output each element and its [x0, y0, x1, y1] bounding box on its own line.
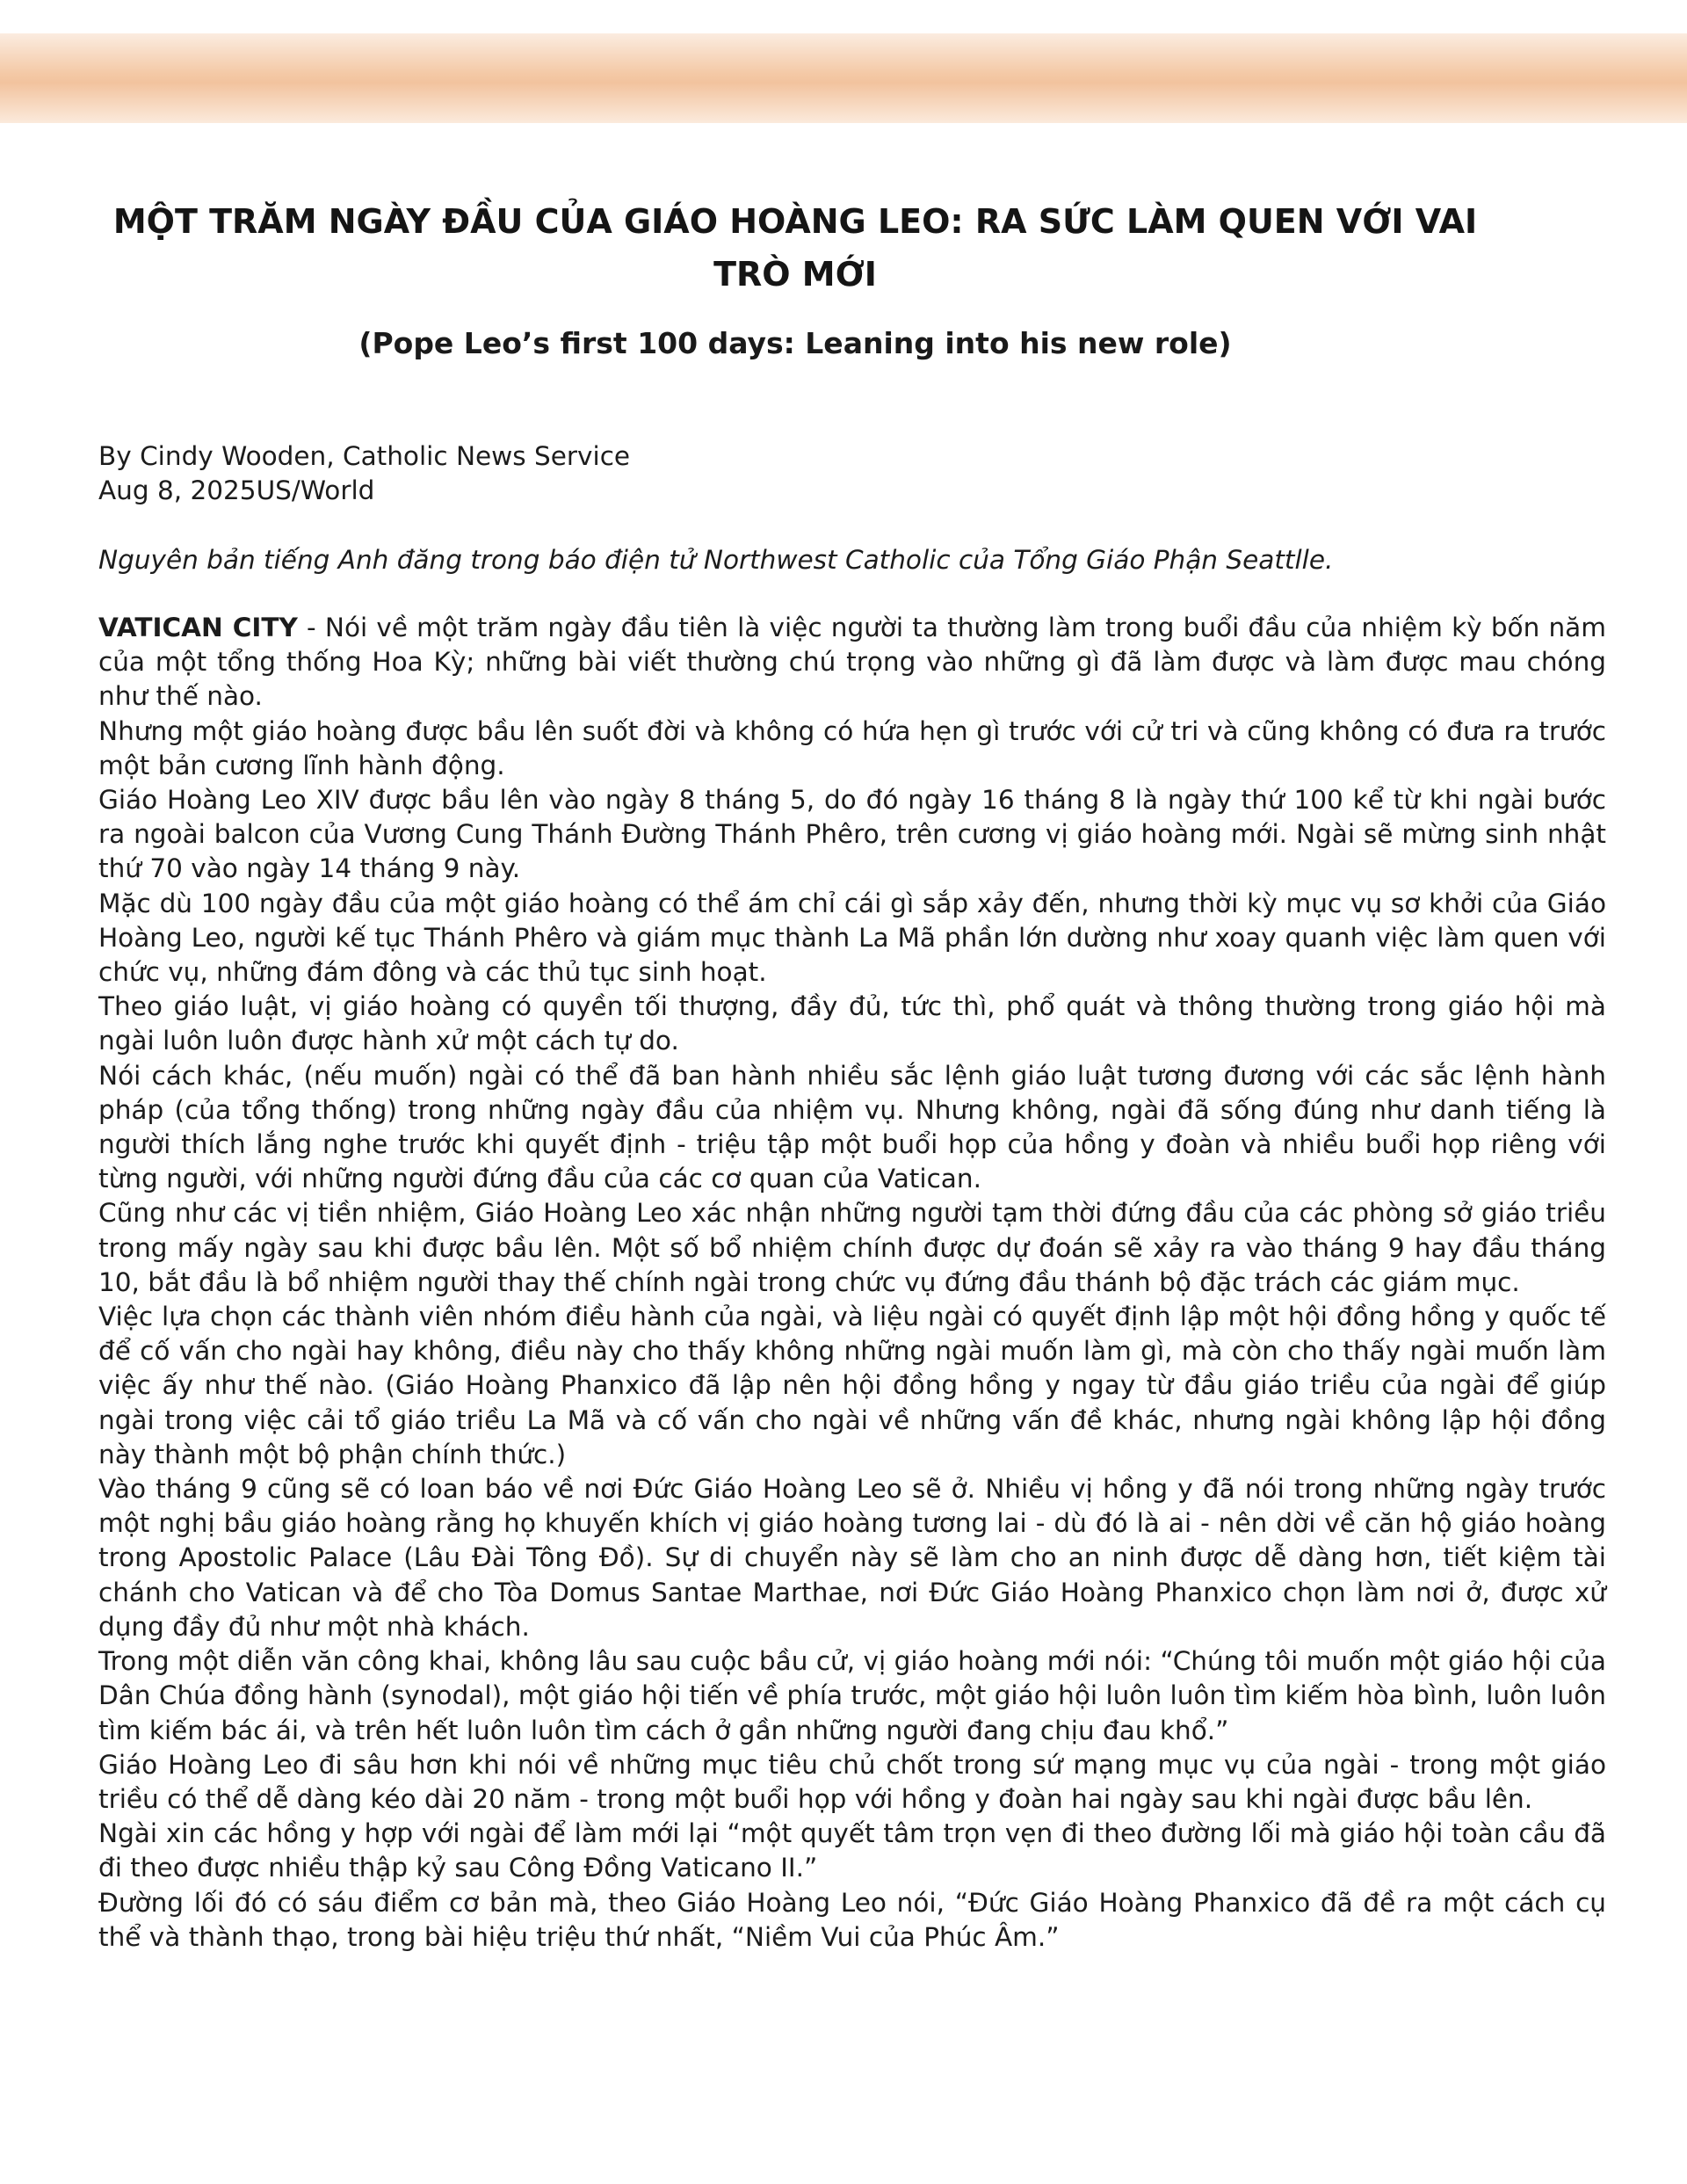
- paragraph-text: - Nói về một trăm ngày đầu tiên là việc người ta thường làm trong buổi đầu của nhiệm kỳ bốn năm của một tổng thống Hoa Kỳ; những bài viết thường chú trọng vào những gì đã làm được và làm được mau chóng như thế nào.: [98, 613, 1606, 712]
- paragraph: Ngài xin các hồng y hợp với ngài để làm mới lại “một quyết tâm trọn vẹn đi theo đường lối mà giáo hội toàn cầu đã đi theo được nhiều thập kỷ sau Công Đồng Vaticano II.”: [98, 1818, 1606, 1883]
- paragraph: Giáo Hoàng Leo đi sâu hơn khi nói về những mục tiêu chủ chốt trong sứ mạng mục vụ của ngài - trong một giáo triều có thể dễ dàng kéo dài 20 năm - trong một buổi họp với hồng y đoàn hai ngày sau khi ngài được bầu lên.: [98, 1749, 1606, 1814]
- paragraph: Nói cách khác, (nếu muốn) ngài có thể đã ban hành nhiều sắc lệnh giáo luật tương đương với các sắc lệnh hành pháp (của tổng thống) trong những ngày đầu của nhiệm vụ. Nhưng không, ngài đã sống đúng như danh tiếng là người thích lắng nghe trước khi quyết định - triệu tập một buổi họp của hồng y đoàn và nhiều buổi họp riêng với từng người, với những người đứng đầu của các cơ quan của Vatican.: [98, 1060, 1606, 1194]
- paragraph: Nhưng một giáo hoàng được bầu lên suốt đời và không có hứa hẹn gì trước với cử tri và cũng không có đưa ra trước một bản cương lĩnh hành động.: [98, 715, 1606, 780]
- article-title: MỘT TRĂM NGÀY ĐẦU CỦA GIÁO HOÀNG LEO: RA SỨC LÀM QUEN VỚI VAI TRÒ MỚI: [112, 202, 1478, 294]
- paragraph: Vào tháng 9 cũng sẽ có loan báo về nơi Đức Giáo Hoàng Leo sẽ ở. Nhiều vị hồng y đã nói trong những ngày trước một nghị bầu giáo hoàng rằng họ khuyến khích vị giáo hoàng tương lai - dù đó là ai - nên dời về căn hộ giáo hoàng trong Apostolic Palace (Lâu Đài Tông Đồ). Sự di chuyển này sẽ làm cho an ninh được dễ dàng hơn, tiết kiệm tài chánh cho Vatican và để cho Tòa Domus Santae Marthae, nơi Đức Giáo Hoàng Phanxico chọn làm nơi ở, được xử dụng đầy đủ như một nhà khách.: [98, 1474, 1606, 1642]
- paragraph: Giáo Hoàng Leo XIV được bầu lên vào ngày 8 tháng 5, do đó ngày 16 tháng 8 là ngày thứ 100 kể từ khi ngài bước ra ngoài balcon của Vương Cung Thánh Đường Thánh Phêro, trên cương vị giáo hoàng mới. Ngài sẽ mừng sinh nhật thứ 70 vào ngày 14 tháng 9 này.: [98, 785, 1606, 884]
- paragraph: Đường lối đó có sáu điểm cơ bản mà, theo Giáo Hoàng Leo nói, “Đức Giáo Hoàng Phanxico đã đề ra một cách cụ thể và thành thạo, trong bài hiệu triệu thứ nhất, “Niềm Vui của Phúc Âm.”: [98, 1887, 1606, 1952]
- paragraph: Mặc dù 100 ngày đầu của một giáo hoàng có thể ám chỉ cái gì sắp xảy đến, nhưng thời kỳ mục vụ sơ khởi của Giáo Hoàng Leo, người kế tục Thánh Phêro và giám mục thành La Mã phần lớn dường như xoay quanh việc làm quen với chức vụ, những đám đông và các thủ tục sinh hoạt.: [98, 888, 1606, 988]
- paragraph: Cũng như các vị tiền nhiệm, Giáo Hoàng Leo xác nhận những người tạm thời đứng đầu của các phòng sở giáo triều trong mấy ngày sau khi được bầu lên. Một số bổ nhiệm chính được dự đoán sẽ xảy ra vào tháng 9 hay đầu tháng 10, bắt đầu là bổ nhiệm người thay thế chính ngài trong chức vụ đứng đầu thánh bộ đặc trách các giám mục.: [98, 1198, 1606, 1297]
- paragraph: Trong một diễn văn công khai, không lâu sau cuộc bầu cử, vị giáo hoàng mới nói: “Chúng tôi muốn một giáo hội của Dân Chúa đồng hành (synodal), một giáo hội tiến về phía trước, một giáo hội luôn luôn tìm kiếm hòa bình, luôn luôn tìm kiếm bác ái, và trên hết luôn luôn tìm cách ở gần những người đang chịu đau khổ.”: [98, 1646, 1606, 1745]
- header-band: [0, 33, 1687, 123]
- paragraph: Việc lựa chọn các thành viên nhóm điều hành của ngài, và liệu ngài có quyết định lập một hội đồng hồng y quốc tế để cố vấn cho ngài hay không, điều này cho thấy không những ngài muốn làm gì, mà còn cho thấy ngài muốn làm việc ấy như thế nào. (Giáo Hoàng Phanxico đã lập nên hội đồng hồng y ngay từ đầu giáo triều của ngài để giúp ngài trong việc cải tổ giáo triều La Mã và cố vấn cho ngài về những vấn đề khác, nhưng ngài không lập hội đồng này thành một bộ phận chính thức.): [98, 1302, 1606, 1469]
- publish-date: Aug 8, 2025US/World: [98, 475, 375, 505]
- article-subtitle: (Pope Leo’s first 100 days: Leaning into his new role): [358, 326, 1232, 360]
- article-meta: [98, 439, 630, 508]
- source-note: Nguyên bản tiếng Anh đăng trong báo điện tử Northwest Catholic của Tổng Giáo Phận Seattlle.: [98, 545, 1334, 575]
- paragraph: [98, 611, 1606, 715]
- dateline: VATICAN CITY: [98, 613, 298, 642]
- paragraph: Theo giáo luật, vị giáo hoàng có quyền tối thượng, đầy đủ, tức thì, phổ quát và thông thường trong giáo hội mà ngài luôn luôn được hành xử một cách tự do.: [98, 991, 1606, 1056]
- article-body: [98, 611, 1606, 1955]
- byline: By Cindy Wooden, Catholic News Service: [98, 441, 631, 471]
